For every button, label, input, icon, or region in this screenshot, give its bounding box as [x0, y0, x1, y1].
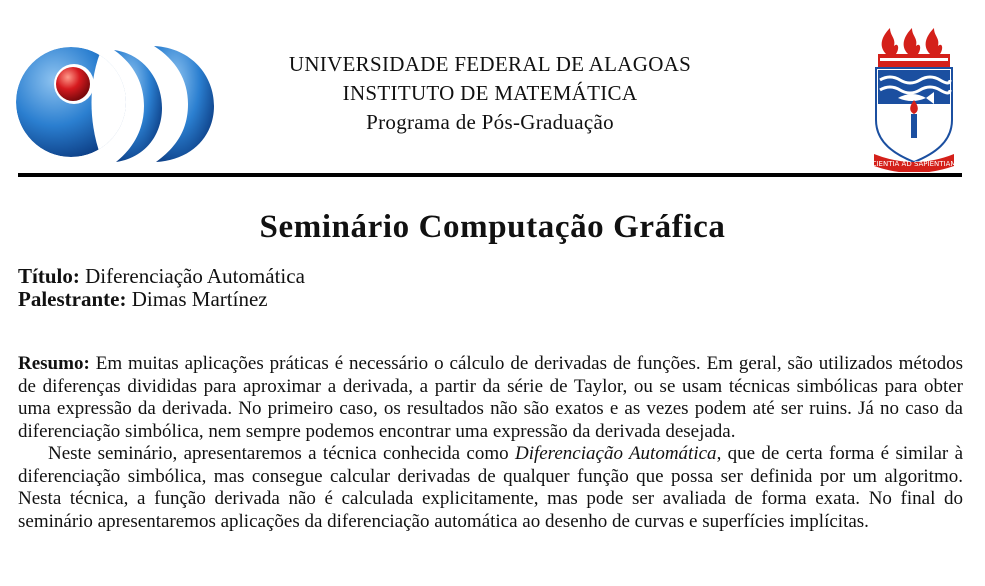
- abstract-text-2b: , que de certa forma é similar à diferenciação simbólica, mas consegue calcular derivadas de qualquer função que possa ser definida por um algoritmo. Nesta técnica, a função derivada não é calculada explicitamente, mas pode ser avaliada de forma exata. No final do seminário apresentaremos aplicações da diferenciação automática ao desenho de curvas e superfícies implícitas.: [18, 443, 964, 532]
- talk-title-line: [18, 265, 305, 288]
- abstract-text-1: Em muitas aplicações práticas é necessário o cálculo de derivadas de funções. Em geral, são utilizados métodos de diferenças divididas para aproximar a derivada, a partir da série de Taylor, ou se usam técnicas simbólicas para obter uma expressão da derivada. No primeiro caso, os resultados não são exatos e as vezes podem até ser ruins. Já no caso da diferenciação simbólica, nem sempre podemos encontrar uma expressão da derivada desejada.: [18, 353, 964, 442]
- abstract-label: Resumo:: [18, 353, 90, 374]
- speaker-line: [18, 288, 305, 311]
- talk-title-label: Título:: [18, 264, 80, 288]
- abstract-emphasis: Diferenciação Automática: [514, 443, 717, 464]
- abstract-paragraph-2: [18, 443, 963, 533]
- svg-text:CIENTIA AD SAPIENTIAM: CIENTIA AD SAPIENTIAM: [872, 160, 956, 168]
- im-ufal-logo: [16, 42, 216, 164]
- speaker-label: Palestrante:: [18, 287, 127, 311]
- abstract: [18, 353, 963, 533]
- ufal-coat-of-arms: [872, 24, 956, 172]
- abstract-paragraph-1: [18, 353, 963, 443]
- header-divider: [18, 173, 962, 177]
- speaker-value: Dimas Martínez: [131, 287, 268, 311]
- talk-info: [18, 265, 305, 311]
- university-name: UNIVERSIDADE FEDERAL DE ALAGOAS: [288, 52, 692, 76]
- institution-header: [200, 50, 780, 137]
- institute-name: INSTITUTO DE MATEMÁTICA: [342, 81, 638, 105]
- program-name: Programa de Pós-Graduação: [366, 110, 614, 134]
- seminar-title: Seminário Computação Gráfica: [259, 209, 726, 245]
- abstract-text-2a: Neste seminário, apresentaremos a técnica conhecida como: [48, 443, 515, 464]
- talk-title-value: Diferenciação Automática: [85, 264, 305, 288]
